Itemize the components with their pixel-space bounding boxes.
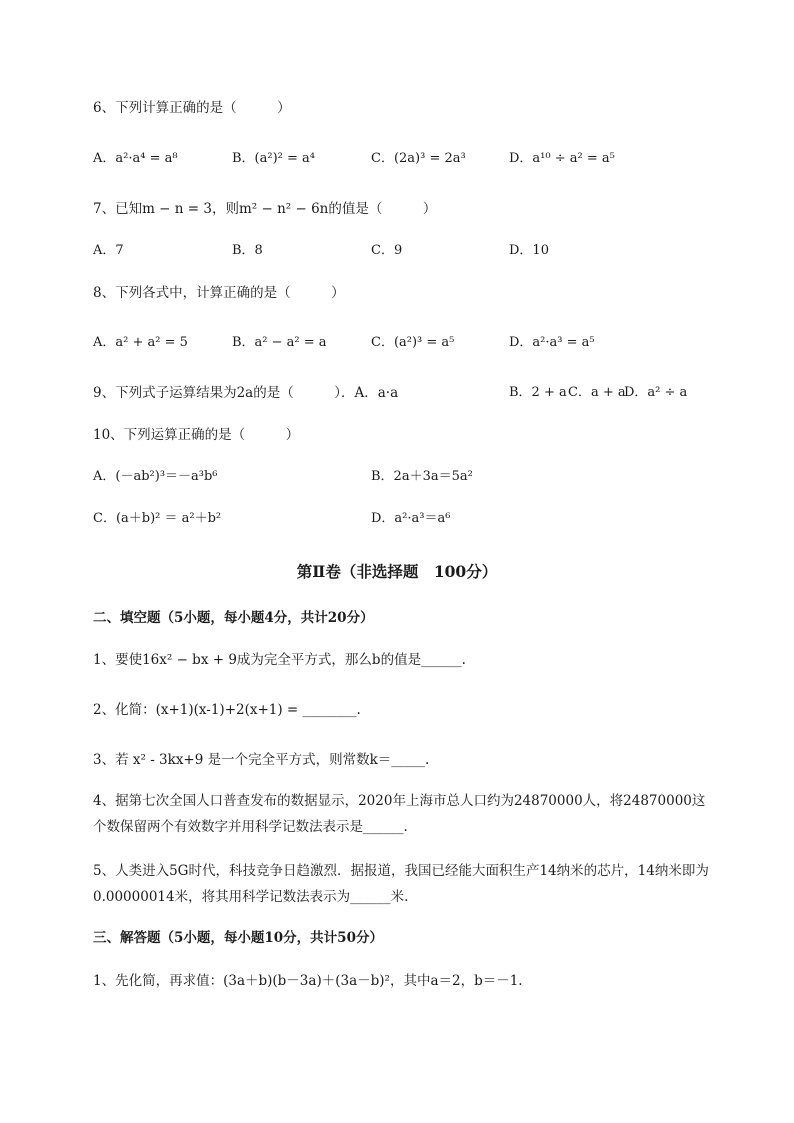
question-8-stem: 8、下列各式中，计算正确的是（ ） [93, 285, 345, 301]
question-7-option-b: B．8 [232, 243, 263, 258]
question-9-stem: 9、下列式子运算结果为2a的是（ ）．A．a·a [93, 385, 399, 401]
question-7-stem: 7、已知m − n = 3，则m² − n² − 6n的值是（ ） [93, 201, 437, 217]
question-6-stem: 6、下列计算正确的是（ ） [93, 100, 291, 116]
fill-blank-item-4: 4、据第七次全国人口普查发布的数据显示，2020年上海市总人口约为24870000人，将24870000这个数保留两个有效数字并用科学记数法表示是______. [93, 793, 706, 835]
question-6-option-d: D．a¹⁰ ÷ a² = a⁵ [509, 151, 615, 166]
question-8-option-a: A．a² + a² = 5 [93, 335, 188, 350]
section-3-heading: 三、解答题（5小题，每小题10分，共计50分） [93, 930, 383, 946]
part-2-title: 第Ⅱ卷（非选择题 100分） [296, 562, 498, 581]
question-7-option-d: D．10 [509, 243, 549, 258]
fill-blank-item-1: 1、要使16x² − bx + 9成为完全平方式，那么b的值是______. [93, 652, 466, 668]
question-9-option-d: D．a² ÷ a [624, 385, 688, 400]
question-7-option-a: A．7 [93, 243, 124, 258]
question-6-option-c: C．(2a)³ = 2a³ [371, 151, 466, 166]
answer-item-1: 1、先化简，再求值：(3a＋b)(b－3a)＋(3a－b)²，其中a＝2，b＝－1. [93, 973, 523, 989]
fill-blank-item-2: 2、化简：(x+1)(x-1)+2(x+1) = ________. [93, 702, 361, 718]
fill-blank-item-5: 5、人类进入5G时代，科技竞争日趋激烈．据报道，我国已经能大面积生产14纳米的芯片，14纳米即为0.00000014米，将其用科学记数法表示为______米. [93, 863, 709, 905]
question-8-option-d: D．a²·a³ = a⁵ [509, 335, 595, 350]
question-10-option-c: C．(a＋b)² ＝ a²＋b² [93, 511, 222, 526]
question-8-option-c: C．(a²)³ = a⁵ [371, 335, 455, 350]
section-2-heading: 二、填空题（5小题，每小题4分，共计20分） [93, 610, 374, 626]
question-6-option-b: B．(a²)² = a⁴ [232, 151, 315, 166]
question-10-option-b: B．2a＋3a＝5a² [371, 469, 473, 484]
question-10-option-d: D．a²·a³＝a⁶ [371, 511, 451, 526]
question-7-option-c: C．9 [371, 243, 403, 258]
fill-blank-item-3: 3、若 x² - 3kx+9 是一个完全平方式，则常数k＝_____. [93, 752, 430, 768]
question-10-option-a: A．(－ab²)³＝－a³b⁶ [93, 469, 218, 484]
question-9-option-b: B．2 + a [509, 385, 567, 400]
question-6-option-a: A．a²·a⁴ = a⁸ [93, 151, 178, 166]
question-9-option-c: C．a + a [568, 385, 626, 400]
question-10-stem: 10、下列运算正确的是（ ） [93, 427, 300, 443]
question-8-option-b: B．a² − a² = a [232, 335, 327, 350]
